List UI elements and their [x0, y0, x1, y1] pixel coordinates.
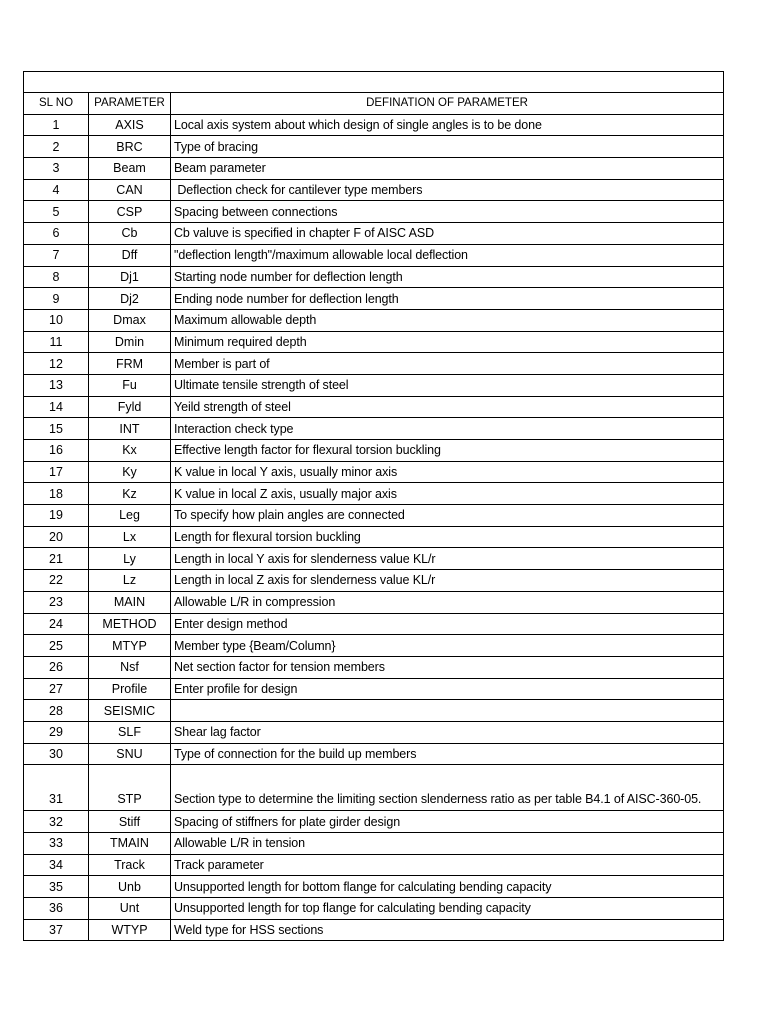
parameter-cell: Nsf [89, 656, 171, 678]
table-row [24, 613, 724, 635]
definition-cell: Ending node number for deflection length [171, 288, 724, 310]
definition-cell: Minimum required depth [171, 331, 724, 353]
table-row [24, 244, 724, 266]
table-row [24, 700, 724, 722]
table-row [24, 179, 724, 201]
sl-no-cell: 17 [24, 461, 89, 483]
parameter-cell: Dmin [89, 331, 171, 353]
table-row [24, 331, 724, 353]
table-row [24, 201, 724, 223]
definition-cell: Type of bracing [171, 136, 724, 158]
sl-no-cell: 34 [24, 854, 89, 876]
definition-cell: Spacing between connections [171, 201, 724, 223]
sl-no-cell: 36 [24, 898, 89, 920]
sl-no-cell: 24 [24, 613, 89, 635]
parameter-cell: Lz [89, 570, 171, 592]
parameter-cell: STP [89, 765, 171, 811]
definition-cell: Member type {Beam/Column} [171, 635, 724, 657]
sl-no-cell: 29 [24, 721, 89, 743]
parameter-cell: FRM [89, 353, 171, 375]
table-row [24, 833, 724, 855]
table-row [24, 548, 724, 570]
parameter-cell: Kz [89, 483, 171, 505]
table-row [24, 743, 724, 765]
sl-no-cell: 26 [24, 656, 89, 678]
sl-no-cell: 13 [24, 374, 89, 396]
table-row [24, 288, 724, 310]
definition-cell [171, 700, 724, 722]
table-row [24, 854, 724, 876]
sl-no-cell: 30 [24, 743, 89, 765]
sl-no-cell: 4 [24, 179, 89, 201]
sl-no-cell: 31 [24, 765, 89, 811]
sl-no-cell: 22 [24, 570, 89, 592]
definition-cell: Section type to determine the limiting section slenderness ratio as per table B4.1 of AISC-360-05. [171, 765, 724, 811]
definition-cell: Interaction check type [171, 418, 724, 440]
definition-cell: Local axis system about which design of single angles is to be done [171, 114, 724, 136]
sl-no-cell: 18 [24, 483, 89, 505]
table-row [24, 158, 724, 180]
definition-cell: Deflection check for cantilever type members [171, 179, 724, 201]
blank-title-row [24, 72, 724, 93]
sl-no-cell: 28 [24, 700, 89, 722]
parameter-cell: Lx [89, 526, 171, 548]
table-row [24, 223, 724, 245]
sl-no-cell: 12 [24, 353, 89, 375]
table-row [24, 635, 724, 657]
definition-cell: Member is part of [171, 353, 724, 375]
table-row [24, 136, 724, 158]
table-row [24, 876, 724, 898]
parameter-cell: Track [89, 854, 171, 876]
sl-no-cell: 37 [24, 919, 89, 941]
table-row [24, 505, 724, 527]
sl-no-cell: 21 [24, 548, 89, 570]
definition-cell: Enter profile for design [171, 678, 724, 700]
definition-cell: Track parameter [171, 854, 724, 876]
sl-no-cell: 33 [24, 833, 89, 855]
sl-no-cell: 11 [24, 331, 89, 353]
parameter-cell: Profile [89, 678, 171, 700]
parameter-cell: CAN [89, 179, 171, 201]
header-row [24, 93, 724, 115]
sl-no-cell: 6 [24, 223, 89, 245]
sl-no-cell: 9 [24, 288, 89, 310]
parameter-cell: Fu [89, 374, 171, 396]
sl-no-cell: 19 [24, 505, 89, 527]
table-row [24, 721, 724, 743]
parameter-cell: Leg [89, 505, 171, 527]
parameter-cell: Dj1 [89, 266, 171, 288]
sl-no-cell: 1 [24, 114, 89, 136]
parameter-cell: Ly [89, 548, 171, 570]
table-row [24, 114, 724, 136]
parameter-cell: Stiff [89, 811, 171, 833]
parameter-cell: WTYP [89, 919, 171, 941]
definition-cell: "deflection length"/maximum allowable local deflection [171, 244, 724, 266]
definition-cell: K value in local Z axis, usually major axis [171, 483, 724, 505]
definition-cell: Ultimate tensile strength of steel [171, 374, 724, 396]
table-row [24, 374, 724, 396]
table-row [24, 309, 724, 331]
table-row [24, 483, 724, 505]
definition-cell: Allowable L/R in compression [171, 591, 724, 613]
parameter-cell: SNU [89, 743, 171, 765]
sl-no-cell: 16 [24, 440, 89, 462]
definition-cell: To specify how plain angles are connected [171, 505, 724, 527]
definition-cell: Unsupported length for top flange for calculating bending capacity [171, 898, 724, 920]
definition-cell: Type of connection for the build up members [171, 743, 724, 765]
blank-title-cell [24, 72, 724, 93]
definition-cell: Net section factor for tension members [171, 656, 724, 678]
table-row [24, 396, 724, 418]
parameter-cell: MTYP [89, 635, 171, 657]
parameter-cell: CSP [89, 201, 171, 223]
sl-no-cell: 10 [24, 309, 89, 331]
parameter-cell: METHOD [89, 613, 171, 635]
sl-no-cell: 14 [24, 396, 89, 418]
table-row [24, 678, 724, 700]
table-row [24, 591, 724, 613]
table-row [24, 440, 724, 462]
definition-cell: Yeild strength of steel [171, 396, 724, 418]
header-parameter: PARAMETER [89, 93, 171, 115]
parameter-cell: SLF [89, 721, 171, 743]
table-body [24, 72, 724, 941]
table-row [24, 765, 724, 811]
parameter-cell: Unb [89, 876, 171, 898]
table-row [24, 418, 724, 440]
sl-no-cell: 27 [24, 678, 89, 700]
table-row [24, 461, 724, 483]
sl-no-cell: 35 [24, 876, 89, 898]
table-row [24, 656, 724, 678]
definition-cell: Unsupported length for bottom flange for calculating bending capacity [171, 876, 724, 898]
parameter-cell: Ky [89, 461, 171, 483]
sl-no-cell: 8 [24, 266, 89, 288]
definition-cell: K value in local Y axis, usually minor axis [171, 461, 724, 483]
sl-no-cell: 15 [24, 418, 89, 440]
definition-cell: Effective length factor for flexural torsion buckling [171, 440, 724, 462]
sl-no-cell: 20 [24, 526, 89, 548]
parameter-cell: Beam [89, 158, 171, 180]
definition-cell: Weld type for HSS sections [171, 919, 724, 941]
sl-no-cell: 5 [24, 201, 89, 223]
parameter-cell: MAIN [89, 591, 171, 613]
definition-cell: Spacing of stiffners for plate girder design [171, 811, 724, 833]
parameter-cell: TMAIN [89, 833, 171, 855]
definition-cell: Length in local Z axis for slenderness value KL/r [171, 570, 724, 592]
parameter-cell: Kx [89, 440, 171, 462]
table-row [24, 811, 724, 833]
parameter-cell: AXIS [89, 114, 171, 136]
table-row [24, 266, 724, 288]
definition-cell: Length for flexural torsion buckling [171, 526, 724, 548]
definition-cell: Starting node number for deflection length [171, 266, 724, 288]
parameter-cell: Dmax [89, 309, 171, 331]
parameter-cell: SEISMIC [89, 700, 171, 722]
header-definition: DEFINATION OF PARAMETER [171, 93, 724, 115]
definition-cell: Length in local Y axis for slenderness value KL/r [171, 548, 724, 570]
definition-cell: Enter design method [171, 613, 724, 635]
table-row [24, 353, 724, 375]
table-row [24, 526, 724, 548]
parameter-cell: INT [89, 418, 171, 440]
table-row [24, 898, 724, 920]
table-row [24, 570, 724, 592]
parameter-cell: Cb [89, 223, 171, 245]
parameter-cell: Fyld [89, 396, 171, 418]
parameter-table [23, 71, 724, 941]
sl-no-cell: 23 [24, 591, 89, 613]
sl-no-cell: 7 [24, 244, 89, 266]
definition-cell: Maximum allowable depth [171, 309, 724, 331]
sl-no-cell: 3 [24, 158, 89, 180]
parameter-cell: Dff [89, 244, 171, 266]
sl-no-cell: 25 [24, 635, 89, 657]
parameter-cell: BRC [89, 136, 171, 158]
definition-cell: Cb valuve is specified in chapter F of AISC ASD [171, 223, 724, 245]
definition-cell: Allowable L/R in tension [171, 833, 724, 855]
table-row [24, 919, 724, 941]
definition-cell: Shear lag factor [171, 721, 724, 743]
sl-no-cell: 32 [24, 811, 89, 833]
header-sl-no: SL NO [24, 93, 89, 115]
parameter-cell: Dj2 [89, 288, 171, 310]
parameter-cell: Unt [89, 898, 171, 920]
sl-no-cell: 2 [24, 136, 89, 158]
definition-cell: Beam parameter [171, 158, 724, 180]
